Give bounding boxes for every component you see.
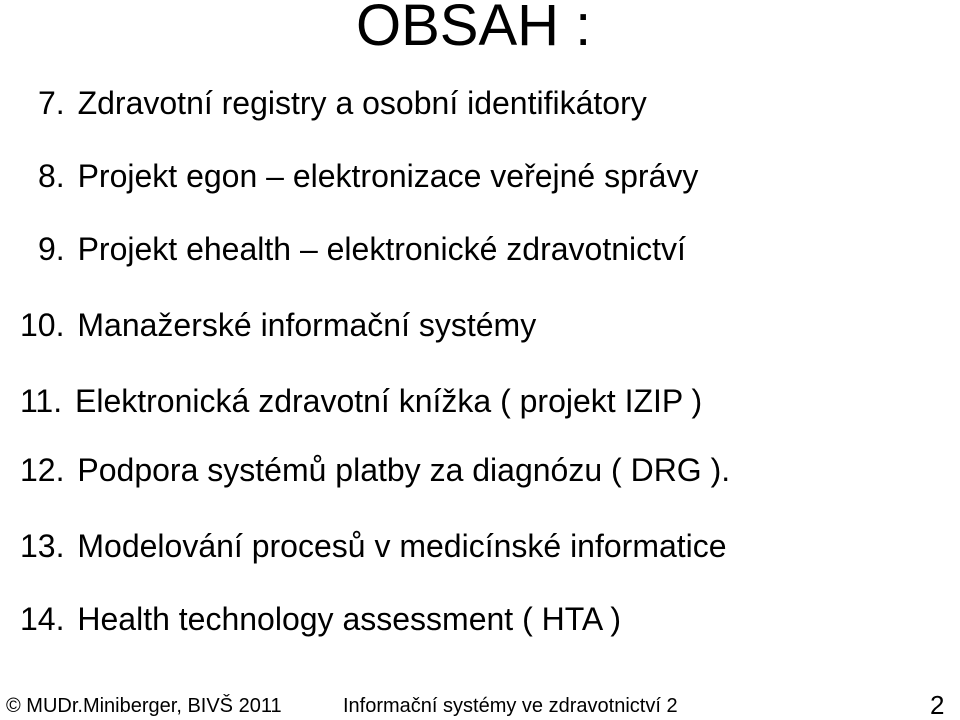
list-item (20, 306, 536, 344)
item-text: Health technology assessment ( HTA ) (77, 601, 622, 637)
item-number: 10. (20, 307, 65, 343)
item-text: Projekt egon – elektronizace veřejné správy (77, 158, 699, 194)
list-item (38, 230, 686, 268)
item-number: 9. (38, 231, 65, 267)
item-text: Manažerské informační systémy (77, 307, 537, 343)
item-number: 12. (20, 452, 65, 488)
list-item (20, 527, 727, 565)
item-text: Elektronická zdravotní knížka ( projekt IZIP ) (75, 383, 703, 419)
footer-course-title: Informační systémy ve zdravotnictví 2 (343, 695, 678, 717)
list-item (20, 600, 621, 638)
item-number: 8. (38, 158, 65, 194)
page-number: 2 (930, 690, 945, 720)
list-item (20, 382, 702, 420)
slide-title: OBSAH : (356, 0, 592, 58)
list-item (38, 84, 647, 122)
item-text: Projekt ehealth – elektronické zdravotnictví (77, 231, 686, 267)
item-text: Podpora systémů platby za diagnózu ( DRG ). (77, 452, 731, 488)
item-number: 7. (38, 85, 65, 121)
list-item (20, 451, 730, 489)
item-text: Zdravotní registry a osobní identifikátory (77, 85, 647, 121)
item-text: Modelování procesů v medicínské informatice (77, 528, 727, 564)
list-item (38, 157, 698, 195)
footer-copyright: © MUDr.Miniberger, BIVŠ 2011 (6, 695, 282, 717)
item-number: 11. (20, 383, 63, 419)
item-number: 14. (20, 601, 65, 637)
item-number: 13. (20, 528, 65, 564)
